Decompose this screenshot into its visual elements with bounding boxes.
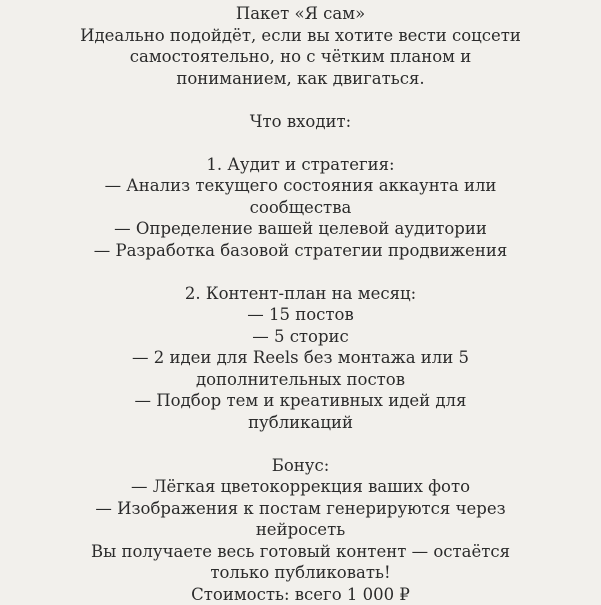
- list-item: дополнительных постов: [0, 369, 601, 391]
- list-item: — 2 идеи для Reels без монтажа или 5: [0, 347, 601, 369]
- package-title: Пакет «Я сам»: [0, 3, 601, 25]
- intro-line: пониманием, как двигаться.: [0, 68, 601, 90]
- closing-line: Вы получаете весь готовый контент — остаётся: [0, 541, 601, 563]
- section-heading-content-plan: 2. Контент-план на месяц:: [0, 283, 601, 305]
- list-item: публикаций: [0, 412, 601, 434]
- list-item: — Изображения к постам генерируются через: [0, 498, 601, 520]
- spacer: [0, 433, 601, 455]
- price-line: Стоимость: всего 1 000 ₽: [0, 584, 601, 605]
- intro-line: самостоятельно, но с чётким планом и: [0, 46, 601, 68]
- spacer: [0, 261, 601, 283]
- section-heading-audit: 1. Аудит и стратегия:: [0, 154, 601, 176]
- list-item: — Определение вашей целевой аудитории: [0, 218, 601, 240]
- spacer: [0, 132, 601, 154]
- spacer: [0, 89, 601, 111]
- list-item: нейросеть: [0, 519, 601, 541]
- section-heading-bonus: Бонус:: [0, 455, 601, 477]
- intro-line: Идеально подойдёт, если вы хотите вести соцсети: [0, 25, 601, 47]
- list-item: — 15 постов: [0, 304, 601, 326]
- list-item: — Анализ текущего состояния аккаунта или: [0, 175, 601, 197]
- list-item: — Разработка базовой стратегии продвижения: [0, 240, 601, 262]
- list-item: — Подбор тем и креативных идей для: [0, 390, 601, 412]
- includes-heading: Что входит:: [0, 111, 601, 133]
- list-item: — 5 сторис: [0, 326, 601, 348]
- list-item: сообщества: [0, 197, 601, 219]
- closing-line: только публиковать!: [0, 562, 601, 584]
- list-item: — Лёгкая цветокоррекция ваших фото: [0, 476, 601, 498]
